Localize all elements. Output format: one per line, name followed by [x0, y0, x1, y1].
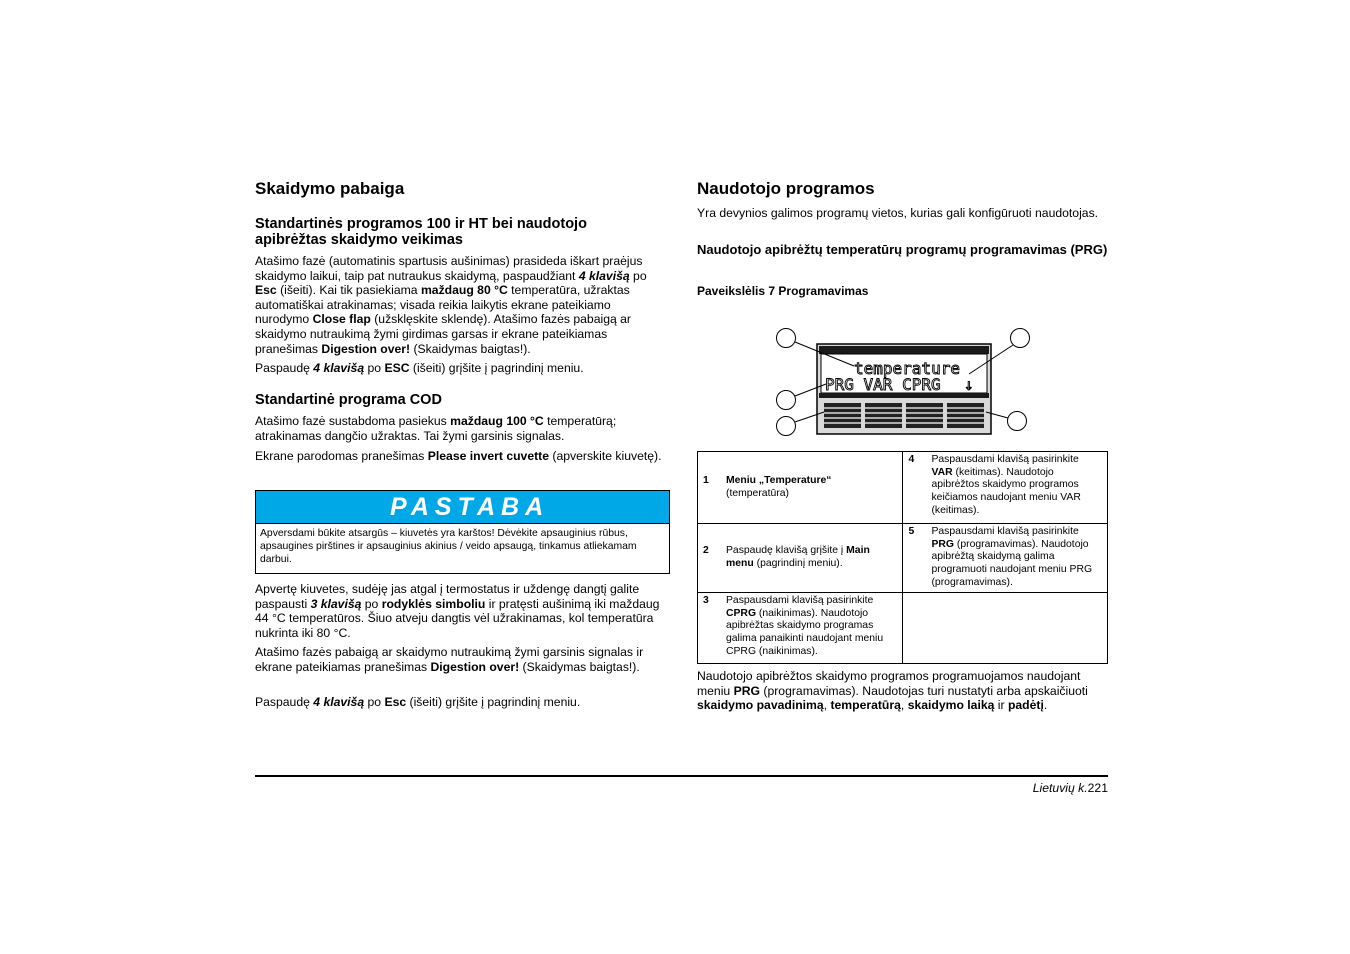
display-figure: [770, 322, 1040, 442]
paragraph-cod-cooling: Atašimo fazė sustabdoma pasiekus maždaug 100 °C temperatūrą; atrakinamas dangčio užraktas. Tai žymi garsinis signalas.: [255, 414, 617, 443]
paragraph-digestion-over: Atašimo fazės pabaigą ar skaidymo nutraukimą žymi garsinis signalas ir ekrane pateikiamas pranešimas Digestion over! (Skaidymas baigtas!).: [255, 645, 644, 674]
paragraph-invert-cuvette: Ekrane parodomas pranešimas Please invert cuvette (apverskite kiuvetę).: [255, 449, 662, 463]
key-button-3: [906, 403, 943, 428]
subsection-heading-prg: Naudotojo apibrėžtų temperatūrų programų programavimas (PRG): [697, 242, 1108, 257]
legend-cell-5: 5 Paspausdami klavišą pasirinkite PRG (programavimas). Naudotojo apibrėžtą skaidymą galima programuoti naudojant meniu PRG (programavimas).: [903, 524, 1108, 593]
figure-caption: Paveikslėlis 7 Programavimas: [697, 284, 869, 298]
subsection-heading-cod: Standartinė programa COD: [255, 392, 442, 408]
callout-circle-3: [777, 391, 796, 410]
page-footer: Lietuvių k.221: [1032, 781, 1108, 795]
legend-cell-4: 4 Paspausdami klavišą pasirinkite VAR (keitimas). Naudotojo apibrėžtos skaidymo programos keičiamos naudojant meniu VAR (keitimas).: [903, 452, 1108, 524]
paragraph-return-main-menu-2: Paspaudę 4 klavišą po Esc (išeiti) grįšite į pagrindinį meniu.: [255, 695, 581, 709]
paragraph-prg-programming: Naudotojo apibrėžtos skaidymo programos programuojamos naudojant meniu PRG (programavimas). Naudotojas turi nustatyti arba apskaičiuoti skaidymo pavadinimą, temperatūrą, skaidymo laiką ir padėtį.: [697, 669, 1088, 713]
section-title-digestion-end: Skaidymo pabaiga: [255, 179, 405, 198]
key-button-4: [947, 403, 984, 428]
key-button-1: [824, 403, 861, 428]
legend-row: [698, 452, 1108, 524]
key-button-2: [865, 403, 902, 428]
callout-circle-5: [1008, 412, 1027, 431]
paragraph-intro: Yra devynios galimos programų vietos, kurias gali konfigūruoti naudotojas.: [697, 206, 1099, 220]
callout-circle-4: [777, 417, 796, 436]
note-box: [255, 490, 670, 574]
note-text: Apversdami būkite atsargūs – kiuvetės yra karštos! Dėvėkite apsauginius rūbus, apsaugines pirštines ir apsauginius akinius / veido apsaugą, tinkamus atliekamam darbui.: [260, 528, 637, 565]
paragraph-continue-cooling: Apvertę kiuvetes, sudėję jas atgal į termostatus ir uždengę dangtį galite paspausti 3 klavišą po rodyklės simboliu ir pratęsti aušinimą iki maždaug 44 °C temperatūros. Šiuo atveju dangtis vėl užrakinamas, kol temperatūra nukrinta iki 80 °C.: [255, 582, 660, 640]
lcd-line-2: PRG VAR CPRG: [825, 375, 941, 394]
note-heading: PASTABA: [256, 491, 669, 524]
callout-circle-2: [1011, 329, 1030, 348]
paragraph-return-main-menu: Paspaudę 4 klavišą po ESC (išeiti) grįšite į pagrindinį meniu.: [255, 361, 584, 375]
legend-cell-3: 3 Paspausdami klavišą pasirinkite CPRG (naikinimas). Naudotojo apibrėžtas skaidymo programas galima panaikinti naudojant meniu CPRG (naikinimas).: [698, 593, 903, 664]
legend-cell-1: 1 Meniu „Temperature“ (temperatūra): [698, 452, 903, 524]
section-title-user-programs: Naudotojo programos: [697, 179, 875, 198]
legend-row: [698, 524, 1108, 593]
figure-legend-table: [697, 451, 1108, 664]
legend-cell-empty: [903, 593, 1108, 664]
legend-cell-2: 2 Paspaudę klavišą grįšite į Main menu (pagrindinį meniu).: [698, 524, 903, 593]
legend-row: [698, 593, 1108, 664]
callout-circle-1: [777, 329, 796, 348]
footer-rule: [255, 775, 1108, 777]
subsection-heading-standard-programs: Standartinės programos 100 ir HT bei naudotojo apibrėžtas skaidymo veikimas: [255, 216, 587, 248]
lcd-line-1: temperature: [854, 359, 960, 378]
lcd-arrow-down-icon: ↓: [964, 375, 974, 394]
paragraph-cooling-phase: Atašimo fazė (automatinis spartusis aušinimas) prasideda iškart praėjus skaidymo laikui, taip pat nutraukus skaidymą, paspaudžiant 4 klavišą po Esc (išeiti). Kai tik pasiekiama maždaug 80 °C temperatūra, užraktas automatiškai atrakinamas; visada reikia laikytis ekrane pateikiamo nurodymo Close flap (užsklęskite sklendę). Atašimo fazės pabaigą ar skaidymo nutraukimą žymi girdimas garsas ir ekrane pateikiamas pranešimas Digestion over! (Skaidymas baigtas!).: [255, 254, 647, 356]
